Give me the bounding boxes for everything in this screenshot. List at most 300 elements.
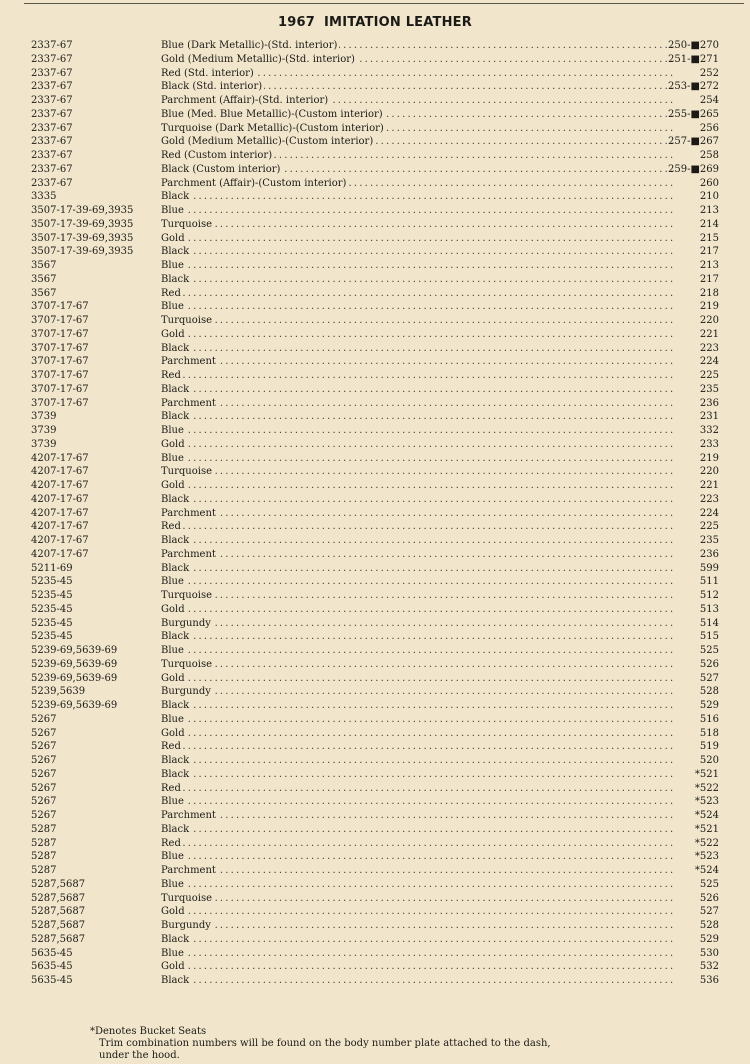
trim-number: 512 <box>699 590 719 601</box>
body-style-code: 3567 <box>31 273 57 285</box>
table-row <box>0 672 750 686</box>
trim-description-text: Black (Std. interior) <box>161 81 263 93</box>
table-row <box>0 685 750 699</box>
trim-description <box>161 809 675 823</box>
title-year: 1967 <box>278 15 316 30</box>
body-style-code: 5235-45 <box>31 617 73 629</box>
body-style-code: 5211-69 <box>31 562 73 574</box>
trim-number: 529 <box>699 933 719 945</box>
body-style-code: 2337-67 <box>31 136 73 148</box>
trim-description <box>161 355 675 369</box>
trim-description-text: Blue <box>161 260 184 271</box>
table-row <box>0 410 750 424</box>
footer-notes <box>90 1026 551 1062</box>
trim-description-text: Parchment (Affair)-(Custom interior) <box>161 177 347 189</box>
trim-description <box>161 369 675 383</box>
trim-description <box>161 727 675 741</box>
body-style-code: 5635-45 <box>31 947 73 959</box>
body-style-code: 2337-67 <box>31 163 73 175</box>
table-row <box>0 782 750 796</box>
body-style-code: 2337-67 <box>31 150 73 161</box>
body-style-code: 2337-67 <box>31 40 73 51</box>
body-style-code: 2337-67 <box>31 67 73 79</box>
trim-number: 236 <box>699 548 719 560</box>
table-row <box>0 328 750 342</box>
trim-number: 210 <box>699 191 719 203</box>
trim-description <box>161 960 675 974</box>
trim-description-text: Black <box>161 631 190 643</box>
trim-description <box>161 383 675 397</box>
trim-description-text: Gold <box>161 438 185 450</box>
trim-description-text: Black <box>161 411 190 423</box>
table-row <box>0 424 750 438</box>
body-style-code: 5267 <box>31 727 57 739</box>
trim-description <box>161 67 675 81</box>
table-row <box>0 245 750 259</box>
trim-description <box>161 507 675 521</box>
body-style-code: 3707-17-67 <box>31 370 89 381</box>
table-row <box>0 823 750 837</box>
trim-number: 224 <box>699 507 719 519</box>
trim-number: *521 <box>694 768 719 780</box>
table-row <box>0 80 750 94</box>
trim-number: *522 <box>694 837 719 849</box>
trim-description <box>161 630 675 644</box>
trim-number: 525 <box>699 878 719 890</box>
trim-description <box>161 850 675 864</box>
trim-number: 527 <box>699 906 719 918</box>
table-row <box>0 342 750 356</box>
table-row <box>0 740 750 754</box>
table-row <box>0 603 750 617</box>
trim-description-text: Blue (Med. Blue Metallic)-(Custom interior) <box>161 108 383 120</box>
trim-description <box>161 864 675 878</box>
body-style-code: 3567 <box>31 287 57 299</box>
trim-number: 252 <box>699 67 719 79</box>
trim-number: 235 <box>699 383 719 395</box>
trim-description-text: Gold <box>161 961 185 973</box>
trim-description-text: Turquoise <box>161 590 213 601</box>
trim-description-text: Black <box>161 535 190 546</box>
trim-number: 221 <box>699 328 719 340</box>
trim-description <box>161 287 675 301</box>
trim-description-text: Gold <box>161 232 185 244</box>
trim-description <box>161 397 675 411</box>
body-style-code: 3739 <box>31 438 57 450</box>
trim-description <box>161 342 675 356</box>
trim-description-text: Turquoise <box>161 315 213 326</box>
trim-number: 515 <box>699 631 719 643</box>
body-style-code: 5239-69,5639-69 <box>31 700 118 711</box>
footnote-trim-location: Trim combination numbers will be found on the body number plate attached to the dash, <box>99 1038 551 1049</box>
body-style-code: 5235-45 <box>31 631 73 643</box>
table-row <box>0 218 750 232</box>
body-style-code: 3335 <box>31 191 57 203</box>
trim-description-text: Black <box>161 342 190 354</box>
trim-description-text: Gold <box>161 672 185 684</box>
trim-description <box>161 754 675 768</box>
trim-description-text: Black <box>161 273 190 285</box>
trim-description-text: Blue <box>161 452 184 464</box>
trim-number: 217 <box>699 246 719 258</box>
trim-description-text: Parchment <box>161 548 216 560</box>
trim-description-text: Blue <box>161 645 184 656</box>
trim-number: 213 <box>699 260 719 271</box>
table-row <box>0 919 750 933</box>
trim-number: 253-■272 <box>667 81 719 93</box>
trim-description-text: Turquoise <box>161 466 213 478</box>
body-style-code: 4207-17-67 <box>31 521 89 533</box>
trim-description-text: Parchment <box>161 507 216 519</box>
table-row <box>0 548 750 562</box>
table-row <box>0 878 750 892</box>
trim-description-text: Turquoise <box>161 658 213 670</box>
trim-description-text: Red <box>161 287 181 299</box>
trim-number: 529 <box>699 700 719 711</box>
trim-description <box>161 947 675 961</box>
trim-number: 527 <box>699 672 719 684</box>
trim-number: 511 <box>699 576 719 588</box>
body-style-code: 5239-69,5639-69 <box>31 658 118 670</box>
trim-number: 224 <box>699 356 719 368</box>
trim-description <box>161 80 675 94</box>
trim-number: 233 <box>699 438 719 450</box>
trim-number: 235 <box>699 535 719 546</box>
table-row <box>0 575 750 589</box>
trim-description <box>161 933 675 947</box>
body-style-code: 5235-45 <box>31 590 73 601</box>
body-style-code: 5267 <box>31 755 57 766</box>
body-style-code: 3739 <box>31 425 57 436</box>
trim-number: 220 <box>699 315 719 326</box>
trim-description-text: Blue <box>161 796 184 808</box>
trim-description <box>161 94 675 108</box>
body-style-code: 4207-17-67 <box>31 535 89 546</box>
trim-description <box>161 218 675 232</box>
trim-description <box>161 768 675 782</box>
trim-description <box>161 575 675 589</box>
trim-number: 231 <box>699 411 719 423</box>
body-style-code: 5287 <box>31 865 57 876</box>
trim-number: *521 <box>694 823 719 835</box>
trim-description-text: Blue <box>161 576 184 588</box>
trim-description <box>161 314 675 328</box>
trim-description <box>161 149 675 163</box>
body-style-code: 5635-45 <box>31 975 73 986</box>
trim-description <box>161 245 675 259</box>
body-style-code: 5287 <box>31 823 57 835</box>
table-row <box>0 273 750 287</box>
table-row <box>0 479 750 493</box>
trim-description-text: Gold <box>161 480 185 491</box>
table-row <box>0 713 750 727</box>
trim-description <box>161 823 675 837</box>
table-row <box>0 850 750 864</box>
trim-description <box>161 452 675 466</box>
trim-description <box>161 53 675 67</box>
trim-number: 520 <box>699 755 719 766</box>
body-style-code: 5287,5687 <box>31 892 86 904</box>
body-style-code: 5267 <box>31 810 57 821</box>
trim-description-text: Burgundy <box>161 686 211 698</box>
trim-description <box>161 177 675 191</box>
body-style-code: 3707-17-67 <box>31 342 89 354</box>
trim-description <box>161 672 675 686</box>
trim-description <box>161 300 675 314</box>
trim-description <box>161 589 675 603</box>
trim-number: *523 <box>694 796 719 808</box>
trim-description-text: Red <box>161 521 181 533</box>
body-style-code: 5239-69,5639-69 <box>31 672 118 684</box>
page-title <box>0 15 750 30</box>
trim-description-text: Black <box>161 933 190 945</box>
trim-description-text: Burgundy <box>161 920 211 931</box>
table-row <box>0 905 750 919</box>
table-row <box>0 300 750 314</box>
trim-description <box>161 603 675 617</box>
trim-description-text: Turquoise <box>161 892 213 904</box>
trim-description-text: Blue <box>161 851 184 863</box>
table-row <box>0 397 750 411</box>
trim-description-text: Black <box>161 975 190 986</box>
trim-number: *524 <box>694 865 719 876</box>
table-row <box>0 383 750 397</box>
table-row <box>0 562 750 576</box>
body-style-code: 3707-17-67 <box>31 383 89 395</box>
trim-description <box>161 878 675 892</box>
trim-number: 214 <box>699 218 719 230</box>
table-row <box>0 122 750 136</box>
table-row <box>0 438 750 452</box>
trim-number: 526 <box>699 892 719 904</box>
trim-description-text: Gold <box>161 603 185 615</box>
trim-description-text: Blue (Dark Metallic)-(Std. interior) <box>161 40 338 51</box>
body-style-code: 5287,5687 <box>31 920 86 931</box>
trim-description <box>161 259 675 273</box>
table-row <box>0 933 750 947</box>
trim-number: 256 <box>699 122 719 134</box>
trim-number: 258 <box>699 150 719 161</box>
trim-description-text: Black <box>161 493 190 505</box>
table-row <box>0 727 750 741</box>
trim-description <box>161 520 675 534</box>
trim-description-text: Blue <box>161 425 184 436</box>
trim-number: 221 <box>699 480 719 491</box>
table-row <box>0 452 750 466</box>
trim-number: 513 <box>699 603 719 615</box>
trim-description-text: Red (Custom interior) <box>161 150 273 161</box>
body-style-code: 2337-67 <box>31 122 73 134</box>
body-style-code: 5267 <box>31 782 57 794</box>
trim-table <box>0 39 750 988</box>
trim-description-text: Black <box>161 700 190 711</box>
body-style-code: 4207-17-67 <box>31 480 89 491</box>
table-row <box>0 864 750 878</box>
trim-description-text: Black <box>161 246 190 258</box>
table-row <box>0 754 750 768</box>
trim-description-text: Black <box>161 755 190 766</box>
trim-number: 599 <box>699 562 719 574</box>
trim-number: 536 <box>699 975 719 986</box>
trim-description <box>161 617 675 631</box>
trim-description <box>161 163 675 177</box>
title-text: IMITATION LEATHER <box>324 15 472 30</box>
trim-description <box>161 974 675 988</box>
trim-number: 255-■265 <box>667 108 719 120</box>
table-row <box>0 809 750 823</box>
trim-number: 219 <box>699 452 719 464</box>
trim-description-text: Parchment (Affair)-(Std. interior) <box>161 95 329 106</box>
table-row <box>0 108 750 122</box>
trim-description-text: Blue <box>161 205 184 216</box>
table-row <box>0 314 750 328</box>
body-style-code: 3567 <box>31 260 57 271</box>
table-row <box>0 67 750 81</box>
trim-description <box>161 493 675 507</box>
body-style-code: 5239,5639 <box>31 686 86 698</box>
trim-description-text: Red (Std. interior) <box>161 67 254 79</box>
body-style-code: 3707-17-67 <box>31 315 89 326</box>
trim-number: 530 <box>699 947 719 959</box>
trim-description-text: Red <box>161 741 181 753</box>
table-row <box>0 94 750 108</box>
body-style-code: 2337-67 <box>31 95 73 106</box>
body-style-code: 3507-17-39-69,3935 <box>31 232 134 244</box>
trim-description-text: Gold (Medium Metallic)-(Custom interior) <box>161 136 374 148</box>
body-style-code: 2337-67 <box>31 53 73 65</box>
trim-description <box>161 562 675 576</box>
trim-number: 225 <box>699 370 719 381</box>
trim-number: 213 <box>699 205 719 216</box>
body-style-code: 5267 <box>31 713 57 725</box>
trim-number: 518 <box>699 727 719 739</box>
table-row <box>0 259 750 273</box>
body-style-code: 3507-17-39-69,3935 <box>31 246 134 258</box>
trim-description-text: Gold (Medium Metallic)-(Std. interior) <box>161 53 355 65</box>
body-style-code: 2337-67 <box>31 177 73 189</box>
table-row <box>0 960 750 974</box>
trim-description-text: Blue <box>161 947 184 959</box>
body-style-code: 5287,5687 <box>31 906 86 918</box>
table-row <box>0 369 750 383</box>
trim-description <box>161 795 675 809</box>
body-style-code: 5235-45 <box>31 603 73 615</box>
trim-description <box>161 892 675 906</box>
trim-number: 215 <box>699 232 719 244</box>
trim-description <box>161 534 675 548</box>
trim-description <box>161 713 675 727</box>
body-style-code: 4207-17-67 <box>31 493 89 505</box>
trim-description <box>161 685 675 699</box>
trim-description <box>161 39 675 53</box>
table-row <box>0 589 750 603</box>
trim-number: 254 <box>699 95 719 106</box>
body-style-code: 4207-17-67 <box>31 507 89 519</box>
body-style-code: 5635-45 <box>31 961 73 973</box>
trim-description-text: Black <box>161 191 190 203</box>
table-row <box>0 644 750 658</box>
trim-description <box>161 740 675 754</box>
trim-description-text: Black <box>161 383 190 395</box>
trim-number: 257-■267 <box>667 136 719 148</box>
top-rule <box>24 3 744 4</box>
trim-description <box>161 273 675 287</box>
body-style-code: 3707-17-67 <box>31 328 89 340</box>
table-row <box>0 355 750 369</box>
trim-number: 528 <box>699 920 719 931</box>
trim-number: 519 <box>699 741 719 753</box>
table-row <box>0 795 750 809</box>
trim-description <box>161 919 675 933</box>
table-row <box>0 837 750 851</box>
body-style-code: 5267 <box>31 741 57 753</box>
trim-description-text: Red <box>161 782 181 794</box>
trim-number: 251-■271 <box>667 53 719 65</box>
trim-description <box>161 410 675 424</box>
trim-description <box>161 479 675 493</box>
table-row <box>0 232 750 246</box>
trim-description-text: Black <box>161 562 190 574</box>
trim-number: 528 <box>699 686 719 698</box>
trim-number: 225 <box>699 521 719 533</box>
body-style-code: 5287 <box>31 837 57 849</box>
trim-description-text: Gold <box>161 328 185 340</box>
trim-number: 532 <box>699 961 719 973</box>
trim-description-text: Burgundy <box>161 617 211 629</box>
trim-description-text: Blue <box>161 713 184 725</box>
trim-number: 514 <box>699 617 719 629</box>
trim-description-text: Parchment <box>161 356 216 368</box>
trim-description-text: Red <box>161 370 181 381</box>
trim-number: 525 <box>699 645 719 656</box>
trim-number: 250-■270 <box>667 40 719 51</box>
body-style-code: 3507-17-39-69,3935 <box>31 218 134 230</box>
footnote-trim-location-cont: under the hood. <box>99 1050 180 1061</box>
table-row <box>0 149 750 163</box>
trim-description <box>161 905 675 919</box>
trim-description-text: Black <box>161 823 190 835</box>
trim-description <box>161 837 675 851</box>
table-row <box>0 658 750 672</box>
body-style-code: 4207-17-67 <box>31 452 89 464</box>
body-style-code: 5287 <box>31 851 57 863</box>
table-row <box>0 892 750 906</box>
body-style-code: 3707-17-67 <box>31 397 89 409</box>
table-row <box>0 287 750 301</box>
trim-number: 236 <box>699 397 719 409</box>
table-row <box>0 204 750 218</box>
trim-number: *524 <box>694 810 719 821</box>
trim-description-text: Turquoise <box>161 218 213 230</box>
table-row <box>0 534 750 548</box>
trim-number: 526 <box>699 658 719 670</box>
body-style-code: 3707-17-67 <box>31 356 89 368</box>
trim-description <box>161 135 675 149</box>
table-row <box>0 190 750 204</box>
trim-description <box>161 699 675 713</box>
trim-description <box>161 122 675 136</box>
body-style-code: 4207-17-67 <box>31 466 89 478</box>
body-style-code: 5235-45 <box>31 576 73 588</box>
body-style-code: 4207-17-67 <box>31 548 89 560</box>
body-style-code: 5287,5687 <box>31 878 86 890</box>
trim-number: 332 <box>699 425 719 436</box>
body-style-code: 2337-67 <box>31 108 73 120</box>
trim-description <box>161 465 675 479</box>
trim-description-text: Parchment <box>161 810 216 821</box>
trim-description-text: Blue <box>161 301 184 313</box>
trim-description-text: Gold <box>161 906 185 918</box>
